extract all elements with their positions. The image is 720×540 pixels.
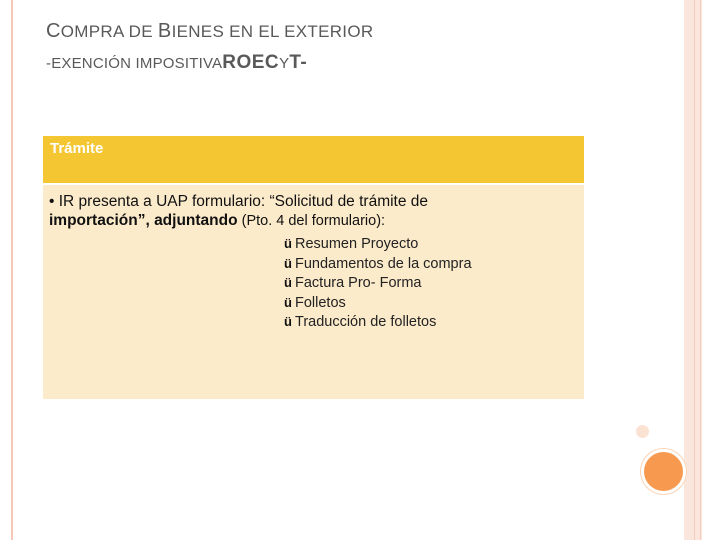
checklist-item-label: Fundamentos de la compra bbox=[295, 255, 472, 272]
subtitle-small: Y bbox=[279, 55, 290, 72]
right-border-rule bbox=[694, 0, 695, 540]
title-text: IENES EN EL EXTERIOR bbox=[171, 22, 374, 41]
checkmark-icon: ü bbox=[284, 314, 292, 329]
body-normal-text: (Pto. 4 del formulario): bbox=[237, 213, 386, 229]
table-header-label: Trámite bbox=[50, 140, 104, 157]
checklist bbox=[284, 234, 472, 332]
left-border-rule bbox=[11, 0, 13, 540]
decorative-small-circle bbox=[636, 425, 649, 438]
checklist-item-label: Folletos bbox=[295, 294, 346, 311]
body-bold-text: importación”, adjuntando bbox=[49, 212, 238, 229]
checklist-item bbox=[284, 312, 472, 332]
title-initial: B bbox=[157, 20, 172, 42]
checkmark-icon: ü bbox=[284, 236, 292, 251]
checkmark-icon: ü bbox=[284, 275, 292, 290]
decorative-orange-circle bbox=[641, 449, 686, 494]
checkmark-icon: ü bbox=[284, 255, 292, 271]
subtitle-bold: T- bbox=[289, 52, 308, 73]
body-text-line: • IR presenta a UAP formulario: “Solicitud de trámite de bbox=[49, 193, 429, 210]
body-text-line bbox=[49, 212, 385, 230]
checklist-item bbox=[284, 273, 472, 293]
subtitle-text: -EXENCIÓN IMPOSITIVA bbox=[46, 55, 223, 72]
table-header bbox=[43, 136, 584, 185]
checklist-item-label: Factura Pro- Forma bbox=[295, 275, 422, 291]
slide-subtitle bbox=[46, 52, 307, 74]
title-initial: C bbox=[46, 20, 61, 42]
right-border-rule bbox=[700, 0, 701, 540]
checklist-item-label: Traducción de folletos bbox=[295, 314, 437, 330]
title-text: OMPRA DE bbox=[60, 22, 158, 41]
checklist-item bbox=[284, 293, 472, 313]
subtitle-bold: ROEC bbox=[222, 52, 280, 73]
checklist-item bbox=[284, 234, 472, 254]
slide-title bbox=[46, 20, 373, 43]
checklist-item bbox=[284, 254, 472, 274]
table-body bbox=[43, 185, 584, 399]
checklist-item-label: Resumen Proyecto bbox=[295, 236, 419, 252]
tramite-table bbox=[43, 136, 584, 399]
checkmark-icon: ü bbox=[284, 294, 292, 310]
